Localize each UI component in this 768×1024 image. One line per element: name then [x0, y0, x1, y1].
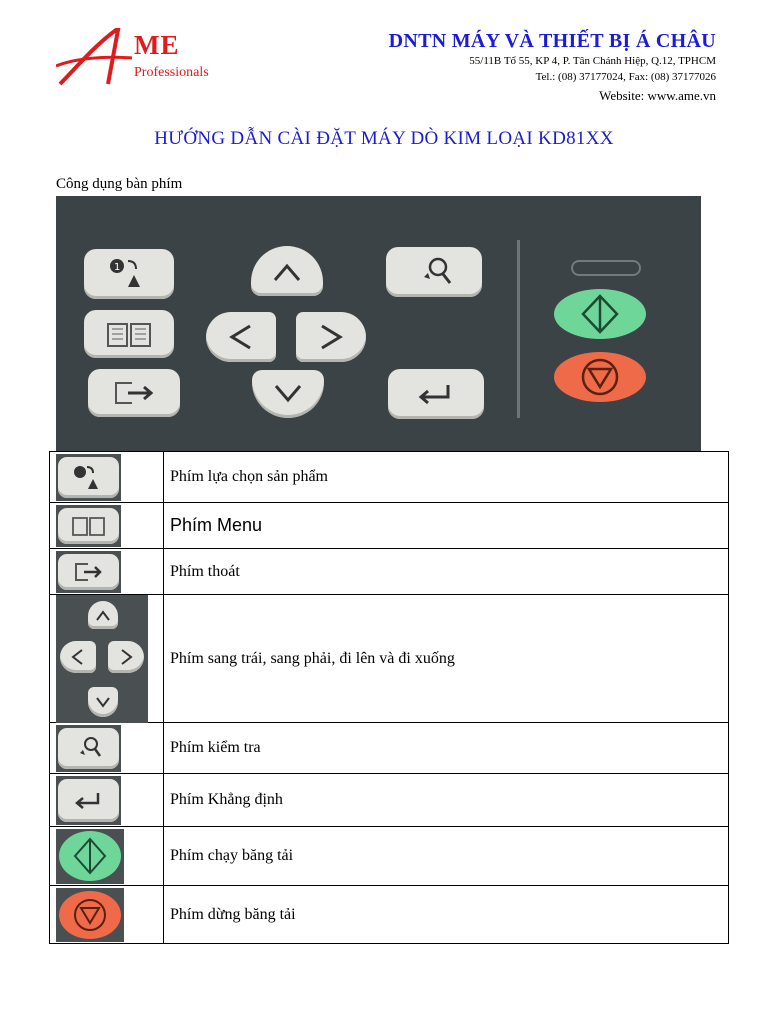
table-row [50, 549, 729, 595]
icon-cell [50, 774, 164, 827]
menu-book-icon [58, 508, 119, 544]
arrow-up-icon [88, 601, 118, 629]
key-description: Phím sang trái, sang phải, đi lên và đi xuống [164, 595, 729, 723]
table-row [50, 452, 729, 503]
company-address: 55/11B Tổ 55, KP 4, P. Tân Chánh Hiệp, Q.12, TPHCM [469, 55, 716, 67]
arrow-up-icon [251, 246, 323, 296]
key-table [49, 451, 729, 944]
enter-icon [58, 779, 119, 822]
arrow-right-icon [296, 312, 366, 362]
table-row [50, 595, 729, 723]
enter-key [388, 369, 484, 419]
logo-me: ME [134, 30, 180, 60]
run-conveyor-icon [553, 288, 647, 340]
thumb [56, 551, 121, 593]
table-row [50, 503, 729, 549]
check-key [386, 247, 482, 297]
icon-cell [50, 886, 164, 944]
stop-conveyor-icon [56, 888, 124, 942]
icon-cell [50, 595, 164, 723]
menu-key [84, 310, 174, 358]
exit-icon [88, 369, 180, 417]
exit-key [88, 369, 180, 417]
key-description: Phím kiểm tra [164, 723, 729, 774]
exit-key [58, 554, 119, 590]
logo-a-icon [56, 28, 136, 88]
arrow-right-icon [108, 641, 144, 673]
exit-icon [58, 554, 119, 590]
product-select-icon [58, 457, 119, 498]
key-description: Phím Menu [164, 503, 729, 549]
key-description: Phím lựa chọn sản phẩm [164, 452, 729, 503]
thumb [56, 505, 121, 547]
company-website: Website: www.ame.vn [599, 88, 716, 103]
icon-cell [50, 549, 164, 595]
key-description: Phím chạy băng tải [164, 827, 729, 886]
arrow-up-key [88, 601, 118, 629]
arrow-left-icon [206, 312, 276, 362]
thumb [56, 888, 124, 942]
icon-cell [50, 827, 164, 886]
svg-text:1: 1 [114, 262, 121, 273]
company-name: DNTN MÁY VÀ THIẾT BỊ Á CHÂU [388, 30, 716, 52]
table-row [50, 827, 729, 886]
company-logo [56, 28, 226, 88]
key-description: Phím thoát [164, 549, 729, 595]
keypad-photo [56, 196, 701, 452]
table-row [50, 774, 729, 827]
company-phone-fax: Tel.: (08) 37177024, Fax: (08) 37177026 [535, 71, 716, 83]
thumb [56, 454, 121, 501]
icon-cell [50, 723, 164, 774]
thumb [56, 776, 121, 825]
arrow-left-key [206, 312, 276, 362]
panel-divider [517, 240, 520, 418]
arrow-left-key [60, 641, 96, 673]
arrow-left-icon [60, 641, 96, 673]
menu-key [58, 508, 119, 544]
product-select-key [84, 249, 174, 299]
enter-key [58, 779, 119, 822]
arrow-down-icon [88, 687, 118, 717]
menu-book-icon [84, 310, 174, 358]
arrow-down-icon [252, 370, 324, 418]
stop-conveyor-icon [553, 351, 647, 403]
arrow-down-key [252, 370, 324, 418]
section-label: Công dụng bàn phím [56, 176, 183, 192]
arrow-down-key [88, 687, 118, 717]
thumb [56, 595, 148, 723]
status-led [571, 260, 641, 276]
product-select-key [58, 457, 119, 498]
run-key [553, 288, 647, 340]
check-magnifier-icon [386, 247, 482, 297]
arrow-up-key [251, 246, 323, 296]
run-conveyor-icon [56, 829, 124, 884]
enter-icon [388, 369, 484, 419]
icon-cell [50, 503, 164, 549]
table-row [50, 886, 729, 944]
document-title: HƯỚNG DẪN CÀI ĐẶT MÁY DÒ KIM LOẠI KD81XX [154, 128, 614, 149]
product-select-icon [84, 249, 174, 299]
arrow-right-key [296, 312, 366, 362]
icon-cell [50, 452, 164, 503]
company-info [389, 30, 716, 104]
key-description: Phím dừng băng tải [164, 886, 729, 944]
table-row [50, 723, 729, 774]
thumb [56, 829, 124, 884]
stop-key [553, 351, 647, 403]
thumb [56, 725, 121, 772]
logo-professionals: Professionals [134, 65, 209, 80]
arrow-right-key [108, 641, 144, 673]
check-magnifier-icon [58, 728, 119, 769]
key-description: Phím Khẳng định [164, 774, 729, 827]
check-key [58, 728, 119, 769]
